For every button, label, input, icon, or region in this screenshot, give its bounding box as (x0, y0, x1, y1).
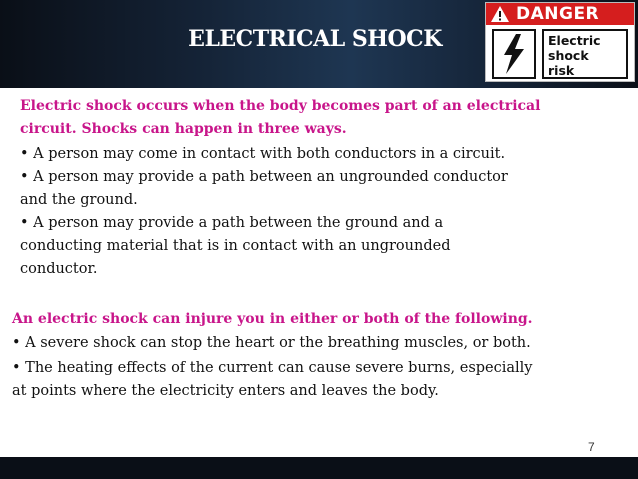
way-item: • A person may come in contact with both conductors in a circuit. (20, 146, 506, 162)
slide-footer-band (0, 457, 638, 479)
slide-title: ELECTRICAL SHOCK (188, 26, 442, 52)
danger-sign-message: Electric shock risk (542, 29, 628, 79)
lightning-bolt-icon (492, 29, 536, 79)
danger-sign (485, 2, 635, 82)
way-item: • A person may provide a path between an ungrounded conductor and the ground. (20, 169, 508, 208)
slide-header-band (0, 0, 638, 88)
injury-item: • The heating effects of the current can cause severe burns, especially at points where the electricity enters and leaves the body. (12, 360, 533, 399)
intro-text: Electric shock occurs when the body becomes part of an electrical circuit. Shocks can happen in three ways. (20, 98, 541, 137)
danger-sign-header (486, 3, 634, 25)
warning-triangle-icon (490, 5, 510, 23)
way-item: • A person may provide a path between the ground and a conducting material that is in contact with an ungrounded conductor. (20, 215, 451, 277)
injury-item: • A severe shock can stop the heart or the breathing muscles, or both. (12, 335, 531, 351)
page-number: 7 (588, 440, 595, 454)
danger-sign-word: DANGER (516, 4, 600, 24)
injury-lead-text: An electric shock can injure you in either or both of the following. (12, 311, 533, 327)
